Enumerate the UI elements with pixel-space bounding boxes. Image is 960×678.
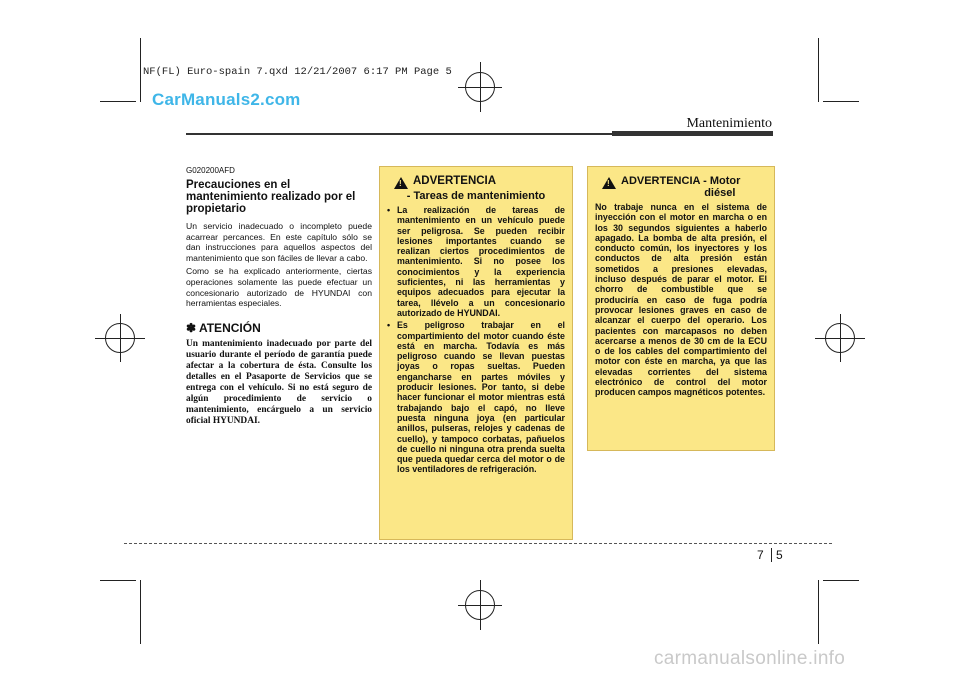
site-watermark-logo[interactable]: CarManuals2.com [152,90,301,109]
left-column [186,166,372,427]
crop-mark [823,580,859,581]
crop-mark [818,580,819,644]
warning-text: No trabaje nunca en el sistema de inyección con el motor en marcha o en los 30 segundos siguientes a haberlo apagado. La bomba de alta presión, el conducto común, los inyectores y los conductos de alta presión están sometidos a presiones elevadas, incluso después de parar el motor. El chorro de combustible que se produciría en caso de fuga podría provocar lesiones graves en caso de alcanzar el cuerpo del operario. Los pacientes con marcapasos no deben acercarse a menos de 30 cm de la ECU o de los cables del compartimiento del motor con éste en marcha, ya que las elevadas corrientes del sistema electrónico de control del motor producen campos magnéticos potentes. [595,202,767,398]
crop-mark [100,580,136,581]
print-slug: NF(FL) Euro-spain 7.qxd 12/21/2007 6:17 PM Page 5 [143,66,452,78]
crop-mark [818,38,819,102]
section-title: Mantenimiento [686,116,772,131]
attention-star-icon: ✽ [186,320,197,335]
crop-mark [823,101,859,102]
crop-mark [100,101,136,102]
warning-list [387,205,565,475]
page-number: 5 [776,548,783,562]
section-heading: Precauciones en el mantenimiento realizado por el propietario [186,179,356,215]
warning-subtitle: - Tareas de mantenimiento [406,190,546,202]
warning-title [621,175,740,199]
title-rule-accent [612,131,773,136]
warning-triangle-icon: ! [602,177,616,189]
section-code: G020200AFD [186,166,235,175]
crop-mark [140,580,141,644]
chapter-number: 7 [757,548,764,562]
attention-text: Un mantenimiento inadecuado por parte del usuario durante el período de garantía puede afectar a la cobertura de ésta. Consulte los detalles en el Pasaporte de Servicios que se entrega con el vehículo. Si no está seguro de algún procedimiento de servicio o mantenimiento, encárguelo a un servicio oficial HYUNDAI. [186,338,372,426]
warning-box-maintenance [379,166,573,540]
warning-triangle-icon: ! [394,177,408,189]
warning-list-item: • La realización de tareas de mantenimiento en un vehículo puede ser peligrosa. Se pueden recibir lesiones importantes cuando se realizan ciertos procedimientos de mantenimiento. Si no posee los conocimientos y la experiencia suficientes, ni las herramientas y equipos adecuados para ejecutar la tarea, llévelo a un concesionario autorizado de HYUNDAI. [387,205,565,318]
crop-mark [140,38,141,102]
warning-title: ADVERTENCIA [413,175,497,187]
warning-list-item: • Es peligroso trabajar en el compartimiento del motor cuando éste está en marcha. Todavía es más peligroso cuando se llevan puestas joyas o ropas sueltas. Pueden engancharse en partes móviles y producir lesiones. Por tanto, si debe hacer funcionar el motor mientras está trabajando bajo el capó, no lleve puesta ninguna joya (en particular anillos, pulseras, relojes y cadenas de cuello), y tampoco corbatas, pañuelos de cuello ni ninguna otra prenda suelta que pueda quedar cerca del motor o de los ventiladores de refrigeración. [387,320,565,474]
attention-heading [186,321,372,335]
warning-header [595,175,767,199]
title-rule [186,133,612,135]
body-paragraph: Un servicio inadecuado o incompleto puede acarrear percances. En este capítulo sólo se dan instrucciones para aquellos aspectos del mantenimiento que son fáciles de llevar a cabo. [186,221,372,263]
warning-box-diesel [587,166,775,451]
warning-header [387,175,565,189]
site-watermark-footer[interactable]: carmanualsonline.info [654,648,846,669]
attention-label: ATENCIÓN [198,320,261,335]
warning-title-line: ADVERTENCIA - Motor [621,175,741,187]
body-paragraph: Como se ha explicado anteriormente, ciertas operaciones solamente las puede efectuar un concesionario autorizado de HYUNDAI con herramientas especiales. [186,266,372,309]
warning-title-line: diésel [704,187,736,199]
footer-rule [124,543,832,544]
page-number-separator [771,548,772,562]
